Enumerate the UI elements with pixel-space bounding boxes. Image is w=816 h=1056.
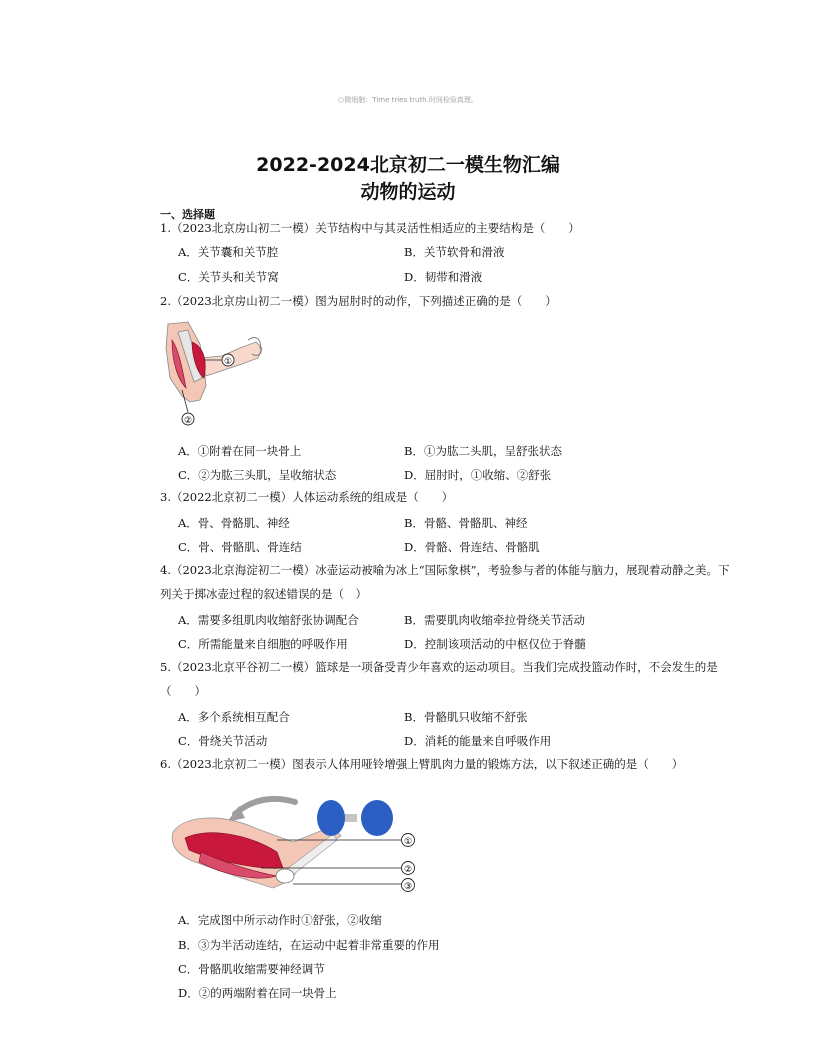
q5-option-c[interactable]: C．骨绕关节活动 — [178, 734, 268, 748]
question-3-text: 3.（2022北京初二一模）人体运动系统的组成是（ ） — [160, 490, 454, 504]
q3-option-d[interactable]: D．骨骼、骨连结、骨骼肌 — [404, 540, 540, 554]
q2-option-d[interactable]: D．屈肘时，①收缩、②舒张 — [404, 468, 552, 482]
q1-option-c[interactable]: C．关节头和关节窝 — [178, 270, 279, 284]
dumbbell-weight-left — [317, 800, 345, 836]
q1-option-a[interactable]: A．关节囊和关节腔 — [178, 245, 279, 259]
question-6-text: 6.（2023北京初二一模）图表示人体用哑铃增强上臂肌肉力量的锻炼方法，以下叙述正确的是（ ） — [160, 757, 684, 771]
q5-option-a[interactable]: A．多个系统相互配合 — [178, 710, 290, 724]
q6-option-b[interactable]: B．③为半活动连结，在运动中起着非常重要的作用 — [178, 938, 440, 952]
q3-option-b[interactable]: B．骨骼、骨骼肌、神经 — [404, 516, 528, 530]
q1-option-d[interactable]: D．韧带和滑液 — [404, 270, 483, 284]
q4-option-d[interactable]: D．控制该项活动的中枢仅位于脊髓 — [404, 637, 586, 651]
q4-option-a[interactable]: A．需要多组肌肉收缩舒张协调配合 — [178, 613, 359, 627]
q5-option-d[interactable]: D．消耗的能量来自呼吸作用 — [404, 734, 552, 748]
figure-label-2: ② — [403, 865, 413, 875]
question-5-text: 5.（2023北京平谷初二一模）篮球是一项备受青少年喜欢的运动项目。当我们完成投篮动作时，不会发生的是（ ） — [160, 660, 718, 698]
q2-option-b[interactable]: B．①为肱二头肌，呈舒张状态 — [404, 444, 562, 458]
watermark: ○微细胞：Time tries truth.时间检验真理。 — [338, 96, 478, 104]
q3-option-a[interactable]: A．骨、骨骼肌、神经 — [178, 516, 290, 530]
question-4-text: 4.（2023北京海淀初二一模）冰壶运动被喻为冰上“国际象棋”，考验参与者的体能与脑力，展现着动静之美。下列关于掷冰壶过程的叙述错误的是（ ） — [160, 563, 730, 601]
question-1-text: 1.（2023北京房山初二一模）关节结构中与其灵活性相适应的主要结构是（ ） — [160, 221, 580, 235]
q6-option-a[interactable]: A．完成图中所示动作时①舒张，②收缩 — [178, 913, 382, 927]
q5-option-b[interactable]: B．骨骼肌只收缩不舒张 — [404, 710, 528, 724]
q2-option-a[interactable]: A．①附着在同一块骨上 — [178, 444, 302, 458]
figure-label-1: ① — [403, 837, 413, 847]
doc-subtitle: 动物的运动 — [360, 181, 456, 203]
doc-title: 2022-2024北京初二一模生物汇编 — [256, 154, 560, 176]
q6-option-d[interactable]: D．②的两端附着在同一块骨上 — [178, 986, 337, 1000]
q6-option-c[interactable]: C．骨骼肌收缩需要神经调节 — [178, 962, 325, 976]
elbow-flexion-figure — [160, 318, 272, 430]
q1-option-b[interactable]: B．关节软骨和滑液 — [404, 245, 505, 259]
q2-option-c[interactable]: C．②为肱三头肌，呈收缩状态 — [178, 468, 337, 482]
q4-option-c[interactable]: C．所需能量来自细胞的呼吸作用 — [178, 637, 348, 651]
question-2-text: 2.（2023北京房山初二一模）图为屈肘时的动作，下列描述正确的是（ ） — [160, 294, 557, 308]
curl-arrow — [235, 799, 295, 814]
q3-option-c[interactable]: C．骨、骨骼肌、骨连结 — [178, 540, 302, 554]
section-heading: 一、选择题 — [160, 208, 215, 221]
figure-label-3: ③ — [403, 882, 413, 892]
dumbbell-arm-figure — [165, 788, 425, 898]
figure-label-1: ① — [223, 357, 233, 367]
elbow-joint — [276, 869, 294, 883]
figure-label-2: ② — [183, 416, 193, 426]
dumbbell-weight-right — [361, 800, 393, 836]
q4-option-b[interactable]: B．需要肌肉收缩牵拉骨绕关节活动 — [404, 613, 585, 627]
